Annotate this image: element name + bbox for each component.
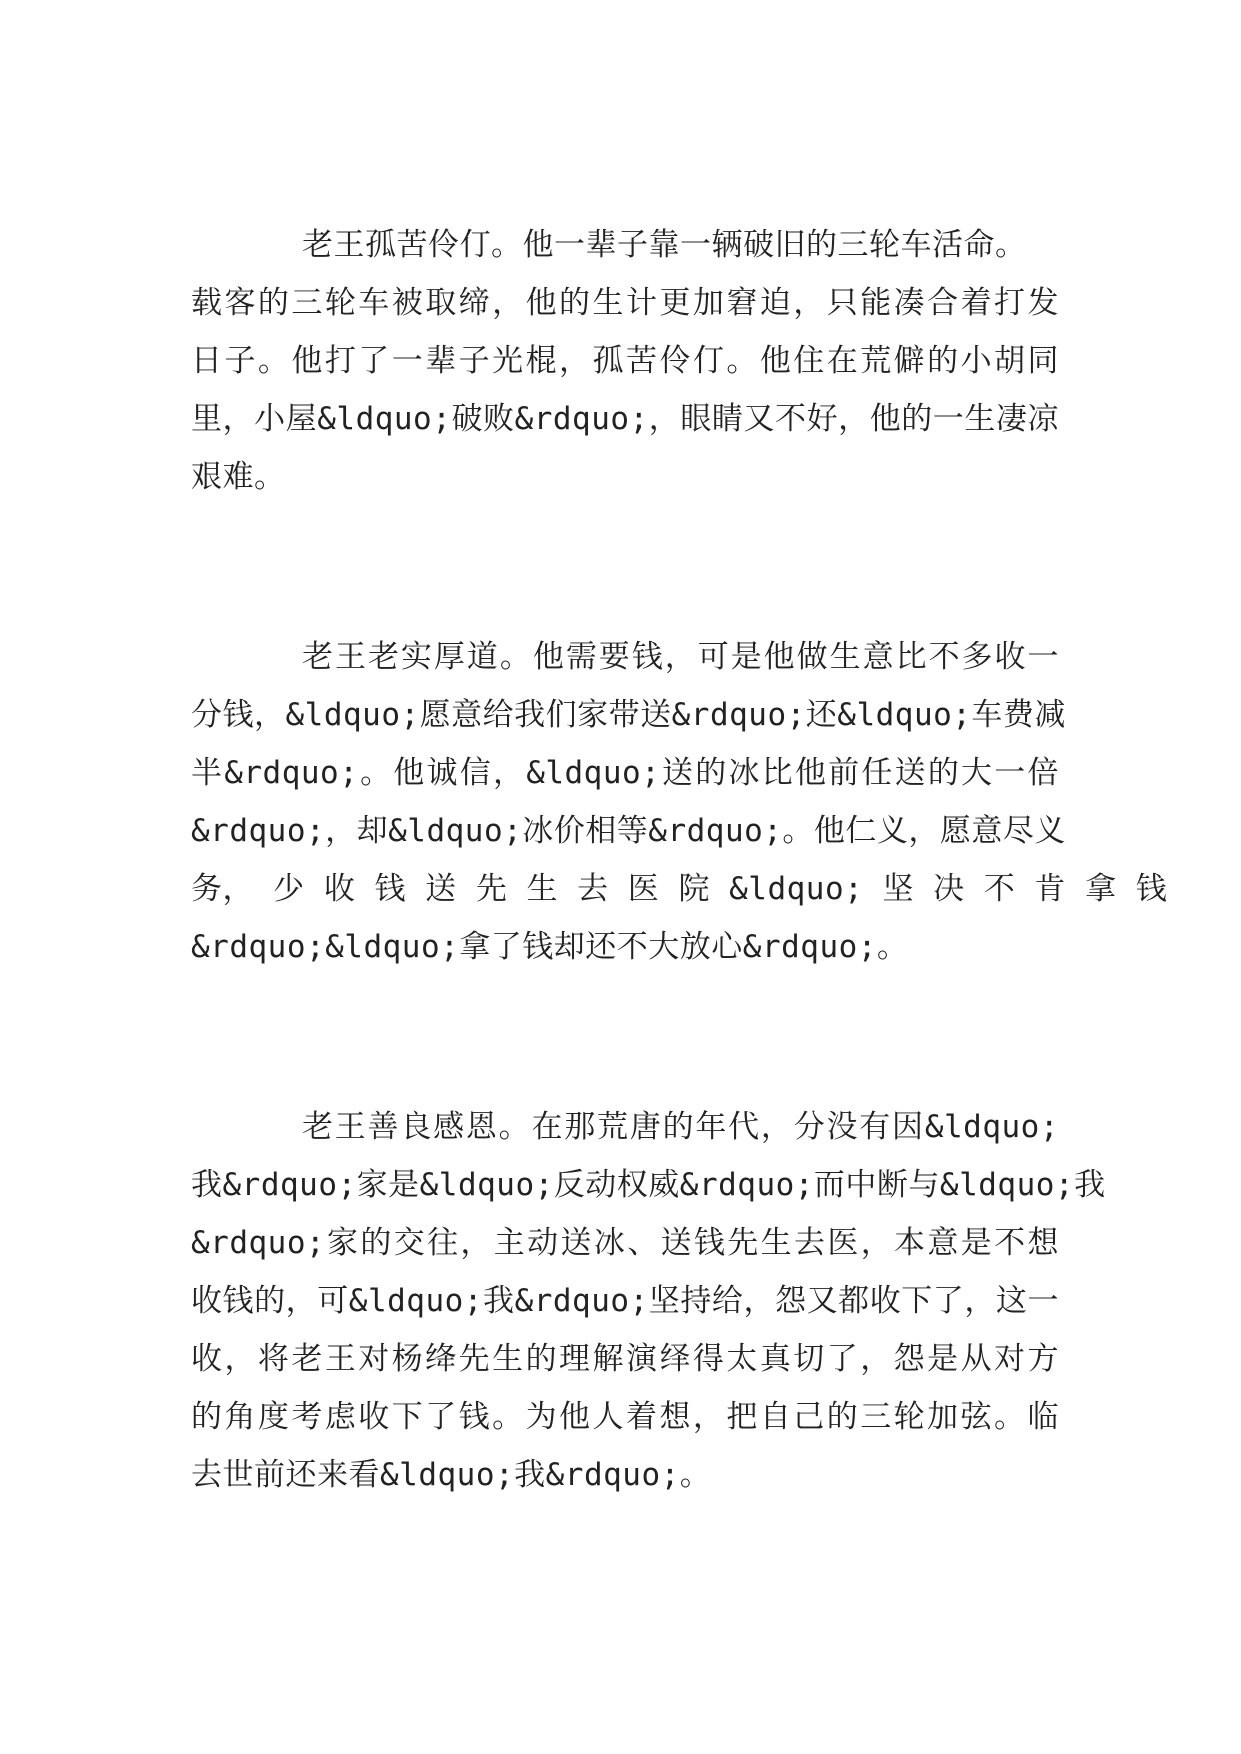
paragraph-line: 半&rdquo;。他诚信，&ldquo;送的冰比他前任送的大一倍 [191,755,1059,791]
paragraph-line: 里，小屋&ldquo;破败&rdquo;，眼睛又不好，他的一生凄凉 [191,401,1059,437]
paragraph-line: 的角度考虑收下了钱。为他人着想，把自己的三轮加弦。临 [191,1399,1059,1435]
paragraph-line: 老王善良感恩。在那荒唐的年代，分没有因&ldquo; [302,1109,1059,1145]
paragraph-line: 我&rdquo;家是&ldquo;反动权威&rdquo;而中断与&ldquo;我 [191,1167,1106,1203]
paragraph-line: 务， 少 收 钱 送 先 生 去 医 院 &ldquo; 坚 决 不 肯 拿 钱 [191,871,1168,907]
paragraph-line: 去世前还来看&ldquo;我&rdquo;。 [191,1457,712,1493]
paragraph-2 [191,628,1168,976]
paragraph-line: 分钱，&ldquo;愿意给我们家带送&rdquo;还&ldquo;车费减 [191,697,1066,733]
paragraph-3 [191,1098,1106,1504]
paragraph-line: 艰难。 [191,459,286,495]
paragraph-line: &rdquo;家的交往，主动送冰、送钱先生去医，本意是不想 [191,1225,1059,1261]
paragraph-line: 收，将老王对杨绛先生的理解演绎得太真切了，怨是从对方 [191,1341,1059,1377]
paragraph-line: 收钱的，可&ldquo;我&rdquo;坚持给，怨又都收下了，这一 [191,1283,1059,1319]
paragraph-line: 老王老实厚道。他需要钱，可是他做生意比不多收一 [302,639,1059,675]
paragraph-line: &rdquo;，却&ldquo;冰价相等&rdquo;。他仁义，愿意尽义 [191,813,1066,849]
paragraph-line: 载客的三轮车被取缔，他的生计更加窘迫，只能凑合着打发 [191,285,1059,321]
paragraph-line: 日子。他打了一辈子光棍，孤苦伶仃。他住在荒僻的小胡同 [191,343,1059,379]
paragraph-1 [191,216,1059,506]
paragraph-line: &rdquo;&ldquo;拿了钱却还不大放心&rdquo;。 [191,929,909,965]
paragraph-line: 老王孤苦伶仃。他一辈子靠一辆破旧的三轮车活命。 [302,227,1027,263]
